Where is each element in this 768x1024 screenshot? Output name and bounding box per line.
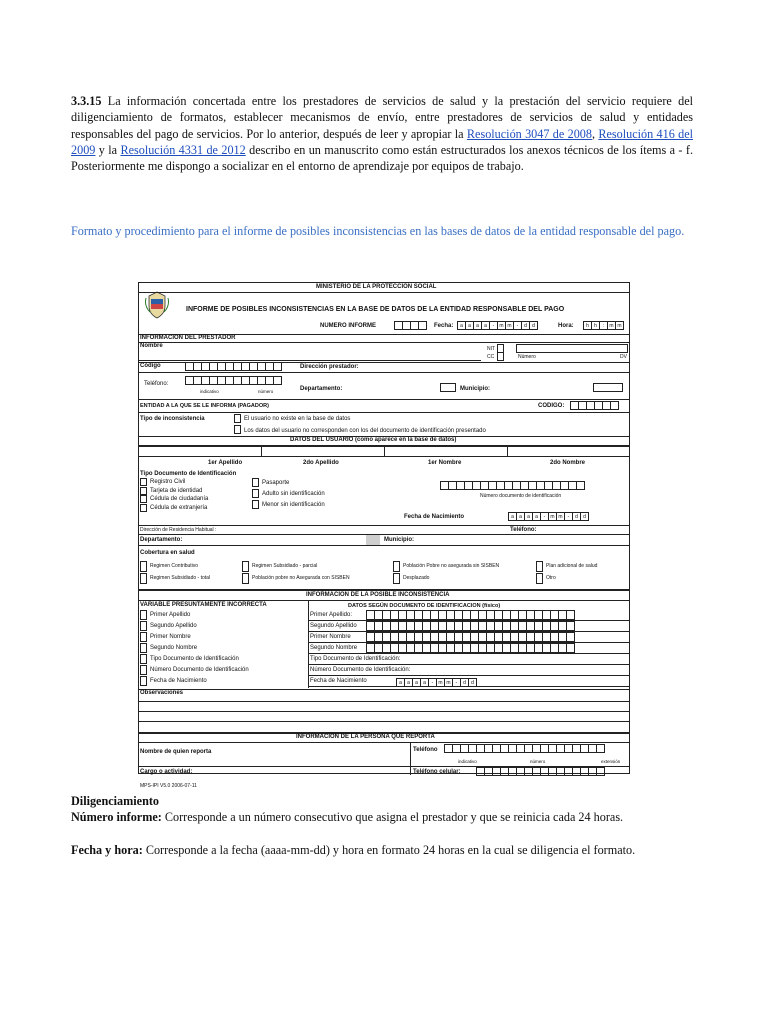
celular-label: Teléfono celular: [413, 769, 461, 775]
char-cell: m [556, 512, 565, 521]
coverage-checkbox[interactable] [536, 561, 543, 572]
numero-informe-term: Número informe: [71, 810, 162, 824]
telefono3-label: Teléfono [413, 747, 438, 753]
variable-label: Segundo Nombre [150, 645, 198, 651]
numero-informe-paragraph [71, 809, 693, 825]
char-cell: a [516, 512, 525, 521]
variable-doc-label: Primer Nombre [310, 634, 351, 640]
doc-type-label: Tarjeta de identidad [150, 487, 203, 494]
codigo-caps-label: CODIGO: [538, 403, 565, 409]
char-cell: m [505, 321, 514, 330]
char-cell: a [508, 512, 517, 521]
diligenciamiento-heading: Diligenciamiento [71, 794, 160, 808]
inconsistencia-1-checkbox[interactable] [234, 414, 241, 423]
char-cell: m [436, 678, 445, 687]
intro-text-4: describo en un manuscrito como están estructurados los anexos técnicos de los ítems a - f. Posteriormente me dispongo a socializar en el entorno de aprendizaje por equipos de trabajo. [71, 142, 693, 174]
hora-label: Hora: [558, 323, 574, 329]
doc-type-checkbox[interactable] [140, 487, 147, 495]
variable-heading: VARIABLE PRESUNTAMENTE INCORRECTA [140, 602, 267, 608]
variable-doc-label: Fecha de Nacimiento [310, 678, 367, 684]
coverage-label: Población pobre no Asegurada con SISBEN [252, 575, 350, 581]
char-cell: d [580, 512, 589, 521]
variable-doc-label: Primer Apellido: [310, 612, 353, 618]
nit-number-field[interactable] [516, 344, 628, 353]
numero-informe-label: NUMERO INFORME [320, 323, 376, 329]
fecha-hora-desc: Corresponde a la fecha (aaaa-mm-dd) y hora en formato 24 horas en la cual se diligencia el formato. [142, 843, 636, 857]
link-resolucion-3047[interactable]: Resolución 3047 de 2008 [466, 126, 592, 141]
datos-usuario-heading: DATOS DEL USUARIO (como aparece en la base de datos) [290, 437, 457, 443]
char-cell: - [428, 678, 437, 687]
char-cell [566, 610, 575, 620]
fecha-nac-field[interactable] [508, 512, 588, 521]
numero-label: Número [518, 354, 536, 360]
coverage-label: Población Pobre no asegurada sin SISBEN [403, 563, 500, 569]
cc-checkbox[interactable] [497, 352, 504, 361]
variable-checkbox[interactable] [140, 621, 147, 631]
inconsistencia-2-label: Los datos del usuario no corresponden con los del documento de identificación presentado [244, 428, 486, 434]
char-cell: - [564, 512, 573, 521]
apellido2-label: 2do Apellido [303, 460, 339, 466]
variable-doc-label: Tipo Documento de Identificación: [310, 656, 401, 662]
departamento2-label: Departamento: [140, 537, 183, 543]
municipio-code[interactable] [593, 383, 623, 392]
char-cell: a [524, 512, 533, 521]
doc-type-checkbox[interactable] [140, 478, 147, 486]
intro-text-3: y la [95, 142, 121, 157]
numero-small-label: número [258, 389, 274, 394]
nombre2-label: 2do Nombre [550, 460, 586, 466]
codigo-field[interactable] [185, 362, 281, 371]
inconsistencia-1-label: El usuario no existe en la base de datos [244, 416, 351, 422]
telefono-reporta-field[interactable] [444, 744, 604, 753]
variable-label: Tipo Documento de Identificación [150, 656, 239, 662]
departamento-label: Departamento: [300, 386, 343, 392]
info-prestador-heading: INFORMACION DEL PRESTADOR [140, 335, 236, 341]
char-cell: : [599, 321, 608, 330]
tipo-inconsistencia-label: Tipo de inconsistencia [140, 416, 205, 422]
direccion-residencia-label: Dirección de Residencia Habitual : [140, 527, 217, 533]
char-cell [566, 643, 575, 653]
dv-label: DV [620, 354, 627, 360]
char-cell: m [444, 678, 453, 687]
doc-type-checkbox[interactable] [140, 504, 147, 512]
form-subtitle: Formato y procedimiento para el informe de posibles inconsistencias en las bases de datos de la entidad responsable del pago. [71, 224, 685, 238]
char-cell: m [497, 321, 506, 330]
char-cell: m [607, 321, 616, 330]
coverage-checkbox[interactable] [140, 561, 147, 572]
municipio2-label: Municipio: [384, 537, 414, 543]
inconsistencia-2-checkbox[interactable] [234, 425, 241, 434]
info-inconsistencia-heading: INFORMACION DE LA POSIBLE INCONSISTENCIA [306, 592, 450, 598]
variable-checkbox[interactable] [140, 654, 147, 664]
variable-checkbox[interactable] [140, 632, 147, 642]
doc-type-label: Pasaporte [262, 480, 290, 486]
doc-type-label: Cédula de ciudadanía [150, 496, 209, 502]
doc-type-checkbox[interactable] [252, 478, 259, 487]
doc-type-checkbox[interactable] [140, 495, 147, 503]
form-code: MPS-IPI V5.0 2006-07-11 [140, 783, 197, 789]
char-cell: a [420, 678, 429, 687]
char-cell: d [468, 678, 477, 687]
coverage-checkbox[interactable] [242, 573, 249, 584]
form-title: INFORME DE POSIBLES INCONSISTENCIAS EN LA BASE DE DATOS DE LA ENTIDAD RESPONSABLE DEL PAGO [186, 306, 565, 313]
row-divider [308, 664, 630, 665]
numero-doc-field[interactable] [440, 481, 584, 490]
variable-label: Segundo Apellido [150, 623, 197, 629]
intro-text-1: La información concertada entre los prestadores de servicios de salud y la prestación del servicio requiere del diligenciamiento de formatos, establecer mecanismos de envío, entre prestadores de servicios de salud y entidades responsables del pago de servicios. Por lo anterior, después de leer y apropiar la [71, 94, 693, 141]
char-cell: a [412, 678, 421, 687]
char-cell: - [540, 512, 549, 521]
char-cell: a [404, 678, 413, 687]
apellido1-label: 1er Apellido [208, 460, 243, 466]
telefono2-label: Teléfono: [510, 527, 537, 533]
coverage-label: Plan adicional de salud [546, 563, 598, 569]
coat-of-arms-icon [144, 290, 170, 320]
variable-grid-field[interactable] [366, 632, 574, 642]
ext-label: extensión [601, 759, 621, 764]
cc-label: CC [487, 354, 495, 360]
link-resolucion-416[interactable]: Resolución 416 del 2009 [71, 126, 694, 157]
ind-label: indicativo [458, 759, 477, 764]
tipo-doc-label: Tipo Documento de Identificación [140, 471, 237, 477]
char-cell: d [572, 512, 581, 521]
numero-informe-desc: Corresponde a un número consecutivo que asigna el prestador y que se reinicia cada 24 horas. [161, 810, 624, 824]
coverage-checkbox[interactable] [536, 573, 543, 584]
char-cell: h [591, 321, 600, 330]
fecha-nac-label: Fecha de Nacimiento [404, 514, 465, 520]
char-cell: a [473, 321, 482, 330]
coverage-checkbox[interactable] [393, 573, 400, 584]
nit-label: NIT [487, 346, 496, 352]
nombre-label: Nombre [140, 343, 163, 349]
row-divider [308, 653, 630, 654]
char-cell: h [583, 321, 592, 330]
char-cell: a [457, 321, 466, 330]
coverage-label: Otro [546, 575, 556, 581]
coverage-label: Regimen Subsidiado - total [150, 575, 211, 581]
char-cell: m [615, 321, 624, 330]
coverage-label: Regimen Subsidiado - parcial [252, 563, 318, 569]
char-cell [566, 621, 575, 631]
char-cell: - [452, 678, 461, 687]
coverage-label: Regimen Contributivo [150, 563, 199, 569]
telefono-label: Teléfono: [144, 381, 169, 387]
variable-doc-label: Número Documento de Identificación: [310, 667, 411, 673]
doc-type-checkbox[interactable] [252, 489, 259, 498]
variable-grid-field[interactable] [366, 643, 574, 653]
variable-label: Número Documento de Identificación [150, 667, 249, 673]
numero-doc-label: Número documento de identificación [480, 493, 562, 499]
variable-checkbox[interactable] [140, 676, 147, 686]
entidad-label: ENTIDAD A LA QUE SE LE INFORMA (PAGADOR) [140, 403, 269, 409]
fecha-field[interactable] [457, 321, 537, 330]
fecha-hora-term: Fecha y hora: [71, 843, 143, 857]
variable-checkbox[interactable] [140, 643, 147, 653]
link-resolucion-4331[interactable]: Resolución 4331 de 2012 [120, 142, 246, 157]
char-cell: a [465, 321, 474, 330]
ministry-label: MINISTERIO DE LA PROTECCION SOCIAL [316, 284, 437, 290]
fecha-nac-doc-field[interactable] [396, 678, 476, 687]
variable-grid-field[interactable] [366, 610, 574, 620]
variable-checkbox[interactable] [140, 665, 147, 675]
section-number: 3.3.15 [71, 94, 102, 108]
nombre1-label: 1er Nombre [428, 460, 462, 466]
variable-checkbox[interactable] [140, 610, 147, 620]
nombre-reporta-label: Nombre de quien reporta [140, 749, 212, 755]
char-cell [566, 632, 575, 642]
departamento-code[interactable] [440, 383, 456, 392]
row-divider [308, 675, 630, 676]
doc-type-label: Cédula de extranjería [150, 504, 208, 511]
variable-label: Primer Apellido [150, 612, 191, 618]
fecha-label: Fecha: [434, 323, 454, 329]
intro-text-2: , [591, 126, 599, 141]
doc-type-label: Registro Civil [150, 479, 186, 485]
char-cell: d [529, 321, 538, 330]
char-cell: - [513, 321, 522, 330]
char-cell: - [489, 321, 498, 330]
num-label: número [530, 759, 546, 764]
direccion-prestador-label: Dirección prestador: [300, 364, 359, 370]
doc-type-label: Adulto sin identificación [262, 491, 325, 497]
cargo-label: Cargo o actividad: [140, 769, 193, 775]
telefono-field[interactable] [185, 376, 281, 385]
coverage-checkbox[interactable] [393, 561, 400, 572]
char-cell: a [396, 678, 405, 687]
coverage-checkbox[interactable] [242, 561, 249, 572]
variable-doc-label: Segundo Nombre [310, 645, 358, 651]
municipio-label: Municipio: [460, 386, 490, 392]
variable-doc-label: Segundo Apellido [310, 623, 357, 629]
numero-informe-field[interactable] [394, 321, 426, 330]
codigo-label: Código [140, 363, 161, 369]
coverage-checkbox[interactable] [140, 573, 147, 584]
char-cell: d [521, 321, 530, 330]
doc-type-checkbox[interactable] [252, 500, 259, 509]
char-cell: m [548, 512, 557, 521]
celular-field[interactable] [476, 767, 604, 776]
doc-type-label: Menor sin identificación [262, 502, 325, 508]
fecha-hora-paragraph [71, 842, 693, 858]
char-cell: d [460, 678, 469, 687]
char-cell: a [481, 321, 490, 330]
datos-segun-heading: DATOS SEGÚN DOCUMENTO DE IDENTIFICACION (físico) [348, 603, 501, 609]
char-cell: a [532, 512, 541, 521]
observaciones-label: Observaciones [140, 690, 184, 696]
intro-paragraph [71, 93, 693, 174]
variable-label: Fecha de Nacimiento [150, 678, 207, 684]
variable-grid-field[interactable] [366, 621, 574, 631]
entidad-codigo-field[interactable] [570, 401, 618, 410]
coverage-label: Desplazado [403, 575, 430, 581]
info-persona-heading: INFORMACION DE LA PERSONA QUE REPORTA [296, 734, 435, 740]
inconsistency-form [138, 282, 630, 792]
indicativo-label: indicativo [200, 389, 219, 394]
cobertura-label: Cobertura en salud [140, 550, 195, 556]
variable-label: Primer Nombre [150, 634, 191, 640]
hora-field[interactable] [583, 321, 623, 330]
